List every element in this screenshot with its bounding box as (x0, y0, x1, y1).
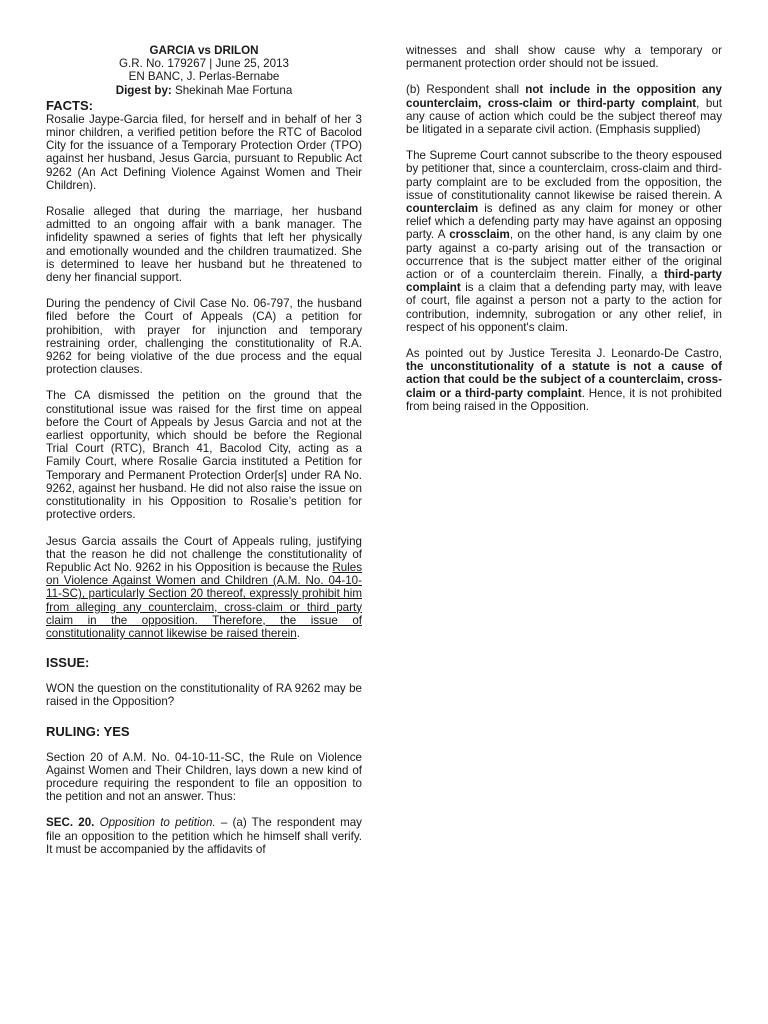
paragraph-b-start: (b) Respondent shall (406, 83, 526, 97)
paragraph-b-end: , but any cause of action which could be the subject thereof may be litigated in a separate civil action. (Emphasis supplied) (406, 96, 722, 137)
sec20-paragraph (46, 816, 362, 856)
supreme-court-paragraph (406, 149, 722, 334)
sc-text-3: , on the other hand, is any claim by one party against a co-party arising out of the transaction or occurrence that is the subject matter either of the original action or of a counterclaim therein. Finally, a (406, 228, 723, 282)
sc-third-party: third-party complaint (406, 268, 722, 295)
sec20-text: – (a) The respondent may file an opposition to the petition which he himself shall verify. It must be accompanied by the affidavits of (46, 816, 362, 856)
last-text-1: As pointed out by Justice Teresita J. Leonardo-De Castro, (406, 347, 722, 361)
sec20-label: SEC. 20. (46, 816, 95, 830)
facts-paragraph-3: During the pendency of Civil Case No. 06-797, the husband filed before the Court of Appeals (CA) a petition for prohibition, with prayer for injunction and temporary restraining order, challenging the constitutionality of R.A. 9262 for being violative of the due process and the equal protection clauses. (46, 297, 362, 377)
issue-heading: ISSUE: (46, 655, 90, 671)
right-column (406, 44, 722, 413)
facts-paragraph-4: The CA dismissed the petition on the ground that the constitutional issue was raised for the first time on appeal before the Court of Appeals by Jesus Garcia and not at the earliest opportunity, which should be before the Regional Trial Court (RTC), Branch 41, Bacolod City, acting as a Family Court, where Rosalie Garcia instituted a Petition for Temporary and Permanent Protection Order[s] under RA No. 9262, against her husband. He did not also raise the issue on constitutionality in his Opposition to Rosalie’s petition for protective orders. (46, 389, 362, 522)
case-citation: G.R. No. 179267 | June 25, 2013 (119, 57, 289, 71)
facts-paragraph-1: Rosalie Jaype-Garcia filed, for herself and in behalf of her 3 minor children, a verified petition before the RTC of Bacolod City for the issuance of a Temporary Protection Order (TPO) against her husband, Jesus Garcia, pursuant to Republic Act 9262 (An Act Defining Violence Against Women and Their Children). (46, 112, 362, 192)
case-title: GARCIA vs DRILON (149, 44, 259, 57)
facts-p5-underlined: Rules on Violence Against Women and Children (A.M. No. 04-10-11-SC), particularly Section 20 thereof, expressly prohibit him from alleging any counterclaim, cross-claim or third party claim in the opposition. Therefore, the issue of constitutionality cannot likewise be raised therein (46, 560, 362, 640)
paragraph-b-bold: not include in the opposition any counterclaim, cross-claim or third-party complaint (406, 83, 722, 110)
facts-p5-text: Jesus Garcia assails the Court of Appeals ruling, justifying that the reason he did not challenge the constitutionality of Republic Act No. 9262 in his Opposition is because the (46, 534, 362, 574)
sec20-title: Opposition to petition. (99, 816, 216, 830)
ruling-paragraph-1: Section 20 of A.M. No. 04-10-11-SC, the Rule on Violence Against Women and Their Children, lays down a new kind of procedure requiring the respondent to file an opposition to the petition and not an answer. Thus: (46, 750, 362, 804)
facts-p5-end: . (296, 626, 300, 640)
digest-label: Digest by: (115, 83, 172, 97)
continued-text-spacer: witnesses and shall show cause why a temporary or permanent protection order should not be issued. (406, 44, 722, 71)
last-bold: the unconstitutionality of a statute is not a cause of action that could be the subject of a counterclaim, cross-claim or a third-party complaint (406, 360, 722, 400)
case-header (46, 44, 362, 97)
ruling-heading: RULING: YES (46, 723, 130, 739)
sc-text-2: is defined as any claim for money or other relief which a defending party may have against an opposing party. A (406, 202, 722, 242)
leonardo-de-castro-paragraph (406, 347, 722, 413)
facts-heading: FACTS: (46, 97, 93, 113)
paragraph-b (406, 83, 722, 136)
case-division: EN BANC, J. Perlas-Bernabe (128, 70, 280, 84)
digest-line (46, 84, 362, 97)
facts-paragraph-5 (46, 535, 362, 641)
facts-paragraph-2: Rosalie alleged that during the marriage, her husband admitted to an ongoing affair with a bank manager. The infidelity spawned a series of fights that left her physically and emotionally wounded and the children traumatized. She is determined to leave her husband but he threatened to deny her financial support. (46, 205, 362, 285)
left-column (46, 44, 362, 856)
last-text-2: . Hence, it is not prohibited from being raised in the Opposition. (406, 386, 722, 413)
digest-author: Shekinah Mae Fortuna (174, 83, 293, 97)
sc-text-1: The Supreme Court cannot subscribe to the theory espoused by petitioner that, since a counterclaim, cross-claim and third-party complaint are to be excluded from the opposition, the issue of constitutionality cannot likewise be raised therein. A (406, 149, 722, 202)
issue-text: WON the question on the constitutionality of RA 9262 may be raised in the Opposition? (46, 682, 362, 709)
sc-text-4: is a claim that a defending party may, with leave of court, file against a person not a party to the action for contribution, indemnity, subrogation or any other relief, in respect of his opponent's claim. (406, 281, 722, 334)
sc-counterclaim: counterclaim (406, 202, 479, 216)
sc-crossclaim: crossclaim (449, 228, 510, 242)
